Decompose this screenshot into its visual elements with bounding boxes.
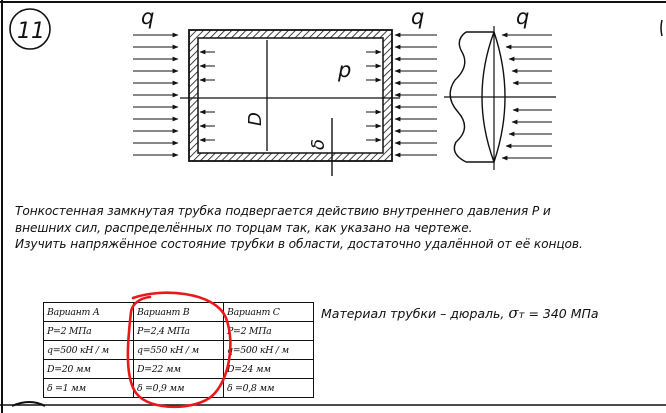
table-row (44, 341, 314, 360)
table-cell: q=500 кН / м (44, 341, 134, 360)
table-cell: q=500 кН / м (224, 341, 314, 360)
material-text: Материал трубки – дюраль, (321, 306, 505, 321)
tube-cavity (198, 38, 383, 153)
table-row (44, 322, 314, 341)
thickness-label: δ (308, 138, 329, 150)
table-cell: D=22 мм (134, 360, 224, 379)
diameter-label: D (245, 112, 266, 126)
table-row (44, 379, 314, 398)
problem-number: 11 (17, 19, 45, 44)
variant-header: Вариант В (134, 303, 224, 322)
right-load-arrows (395, 35, 437, 155)
material-value: = 340 МПа (528, 306, 599, 321)
pressure-label: p (338, 58, 352, 82)
table-header-row (44, 303, 314, 322)
load-label-middle: q (411, 5, 425, 29)
left-load-arrows (133, 35, 178, 155)
variant-header: Вариант А (44, 303, 134, 322)
load-label-left: q (141, 5, 155, 29)
sigma-symbol: σ (508, 304, 519, 322)
variants-table (43, 302, 314, 398)
table-cell: P=2,4 МПа (134, 322, 224, 341)
statement-line: Тонкостенная замкнутая трубка подвергается действию внутреннего давления P и (15, 204, 551, 218)
statement-line: внешних сил, распределённых по торцам так, как указано на чертеже. (15, 220, 473, 235)
table-cell: P=2 МПа (44, 322, 134, 341)
statement-line: Изучить напряжённое состояние трубки в области, достаточно удалённой от её концов. (15, 237, 583, 251)
load-label-right: q (516, 5, 530, 29)
table-cell: δ =0,8 мм (224, 379, 314, 398)
sigma-subscript: т (518, 310, 525, 321)
material-note (321, 304, 599, 322)
table-cell: P=2 МПа (224, 322, 314, 341)
table-cell: δ =0,9 мм (134, 379, 224, 398)
table-row (44, 360, 314, 379)
variant-header: Вариант С (224, 303, 314, 322)
table-cell: D=24 мм (224, 360, 314, 379)
table-cell: D=20 мм (44, 360, 134, 379)
table-cell: δ =1 мм (44, 379, 134, 398)
problem-statement (15, 203, 655, 253)
end-view (444, 26, 556, 170)
table-cell: q=550 кН / м (134, 341, 224, 360)
